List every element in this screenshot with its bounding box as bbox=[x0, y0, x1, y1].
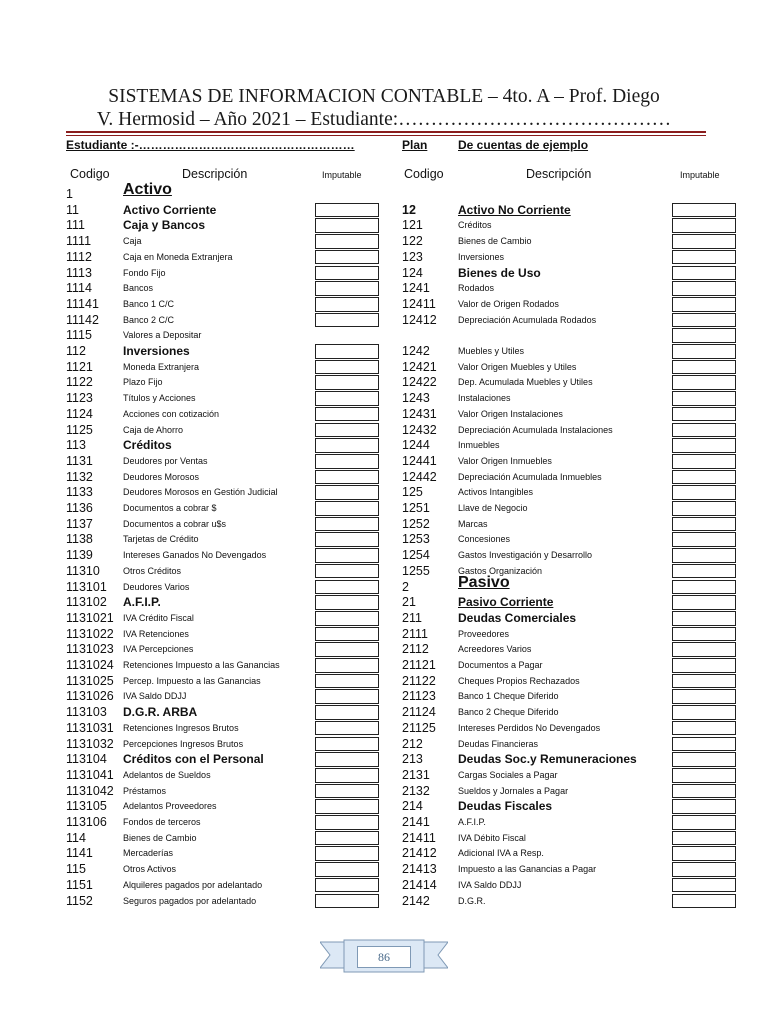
right-account-description: Marcas bbox=[458, 518, 488, 529]
right-imputable-box[interactable] bbox=[672, 689, 736, 704]
right-account-code: 125 bbox=[402, 485, 423, 500]
right-account-code: 1251 bbox=[402, 501, 430, 515]
right-imputable-box[interactable] bbox=[672, 360, 736, 375]
right-imputable-box[interactable] bbox=[672, 328, 736, 343]
right-account-description: Banco 2 Cheque Diferido bbox=[458, 707, 559, 718]
right-account-code: 2111 bbox=[402, 626, 428, 641]
right-imputable-box[interactable] bbox=[672, 737, 736, 752]
right-account-description: Valor Origen Instalaciones bbox=[458, 408, 563, 419]
left-account-code: 11142 bbox=[66, 312, 99, 327]
left-imputable-box[interactable] bbox=[315, 642, 379, 657]
right-imputable-box[interactable] bbox=[672, 721, 736, 736]
right-account-description: Valor Origen Muebles y Utiles bbox=[458, 361, 577, 372]
left-account-description: Bienes de Cambio bbox=[123, 832, 197, 843]
right-account-description: Bienes de Uso bbox=[458, 265, 541, 280]
right-account-description: Intereses Perdidos No Devengados bbox=[458, 722, 601, 733]
left-imputable-box[interactable] bbox=[315, 423, 379, 438]
right-account-code: 1252 bbox=[402, 516, 430, 531]
left-account-description: Bancos bbox=[123, 283, 154, 294]
right-imputable-box[interactable] bbox=[672, 517, 736, 532]
left-account-code: 114 bbox=[66, 830, 86, 845]
left-imputable-box[interactable] bbox=[315, 658, 379, 673]
left-account-description: Deudores por Ventas bbox=[123, 455, 208, 466]
right-account-code: 122 bbox=[402, 234, 423, 249]
right-account-description: Depreciación Acumulada Rodados bbox=[458, 314, 597, 325]
left-imputable-box[interactable] bbox=[315, 894, 379, 909]
left-account-description: Fondo Fijo bbox=[123, 267, 166, 278]
right-account-code: 21124 bbox=[402, 705, 436, 720]
left-account-code: 1131024 bbox=[66, 658, 114, 672]
left-account-description: D.G.R. ARBA bbox=[123, 705, 198, 720]
left-imputable-box[interactable] bbox=[315, 548, 379, 563]
right-account-code: 2132 bbox=[402, 783, 430, 798]
right-imputable-box[interactable] bbox=[672, 752, 736, 767]
left-account-code: 1113 bbox=[66, 265, 92, 280]
right-account-code: 121 bbox=[402, 218, 423, 233]
left-account-description: Acciones con cotización bbox=[123, 408, 220, 419]
left-account-code: 1122 bbox=[66, 375, 93, 390]
right-imputable-box[interactable] bbox=[672, 627, 736, 642]
left-account-description: Caja en Moneda Extranjera bbox=[123, 251, 233, 262]
right-account-description: Gastos Organización bbox=[458, 565, 543, 576]
right-imputable-box[interactable] bbox=[672, 454, 736, 469]
right-imputable-box[interactable] bbox=[672, 313, 736, 328]
right-imputable-box[interactable] bbox=[672, 642, 736, 657]
left-account-code: 1121 bbox=[66, 359, 93, 374]
right-account-description: Pasivo Corriente bbox=[458, 595, 554, 610]
left-account-code: 1 bbox=[66, 187, 73, 201]
right-account-code: 21412 bbox=[402, 846, 437, 861]
left-imputable-box[interactable] bbox=[315, 564, 379, 579]
right-account-code: 12411 bbox=[402, 296, 436, 311]
right-account-code: 21125 bbox=[402, 720, 436, 735]
left-imputable-box[interactable] bbox=[315, 360, 379, 375]
right-imputable-box[interactable] bbox=[672, 768, 736, 783]
left-imputable-box[interactable] bbox=[315, 595, 379, 610]
right-account-code: 12422 bbox=[402, 375, 437, 390]
left-account-code: 113106 bbox=[66, 815, 107, 829]
left-imputable-box[interactable] bbox=[315, 313, 379, 328]
left-imputable-box[interactable] bbox=[315, 878, 379, 893]
right-account-code: 21122 bbox=[402, 673, 436, 688]
left-imputable-box[interactable] bbox=[315, 218, 379, 233]
right-account-description: Banco 1 Cheque Diferido bbox=[458, 691, 559, 702]
left-account-description: IVA Retenciones bbox=[123, 628, 189, 639]
left-imputable-box[interactable] bbox=[315, 689, 379, 704]
right-account-description: Gastos Investigación y Desarrollo bbox=[458, 550, 593, 561]
left-account-code: 1115 bbox=[66, 328, 92, 343]
left-account-code: 1124 bbox=[66, 406, 93, 421]
left-account-description: Adelantos Proveedores bbox=[123, 801, 217, 812]
right-imputable-box[interactable] bbox=[672, 815, 736, 830]
left-account-description: Fondos de terceros bbox=[123, 817, 201, 827]
left-imputable-box[interactable] bbox=[315, 799, 379, 814]
left-imputable-box[interactable] bbox=[315, 297, 379, 312]
right-account-description: Deudas Comerciales bbox=[458, 610, 577, 625]
left-imputable-box[interactable] bbox=[315, 721, 379, 736]
right-imputable-box[interactable] bbox=[672, 485, 736, 500]
right-account-description: D.G.R. bbox=[458, 895, 486, 906]
right-account-description: Sueldos y Jornales a Pagar bbox=[458, 785, 569, 796]
left-imputable-box[interactable] bbox=[315, 580, 379, 595]
left-account-code: 113104 bbox=[66, 752, 107, 767]
right-account-description: Deudas Fiscales bbox=[458, 799, 553, 814]
left-imputable-box[interactable] bbox=[315, 517, 379, 532]
left-account-description: Activo bbox=[123, 181, 172, 198]
left-account-code: 1112 bbox=[66, 249, 92, 264]
left-imputable-box[interactable] bbox=[315, 784, 379, 799]
left-account-code: 11 bbox=[66, 202, 79, 217]
right-imputable-box[interactable] bbox=[672, 674, 736, 689]
right-account-description: Impuesto a las Ganancias a Pagar bbox=[458, 864, 597, 875]
right-account-code: 2 bbox=[402, 579, 409, 594]
right-account-code: 1254 bbox=[402, 548, 430, 563]
left-account-description: Documentos a cobrar $ bbox=[123, 503, 217, 513]
right-imputable-box[interactable] bbox=[672, 218, 736, 233]
right-imputable-box[interactable] bbox=[672, 344, 736, 359]
right-account-code: 1241 bbox=[402, 281, 430, 296]
right-account-description: Instalaciones bbox=[458, 393, 511, 404]
left-account-code: 1123 bbox=[66, 391, 93, 406]
left-account-code: 113101 bbox=[66, 579, 107, 594]
right-imputable-box[interactable] bbox=[672, 203, 736, 218]
left-account-description: Intereses Ganados No Devengados bbox=[123, 550, 267, 561]
right-account-code: 2131 bbox=[402, 767, 430, 782]
left-account-code: 1138 bbox=[66, 532, 93, 547]
right-account-code: 21414 bbox=[402, 877, 437, 892]
left-imputable-box[interactable] bbox=[315, 485, 379, 500]
right-account-code: 12441 bbox=[402, 453, 437, 468]
right-account-code: 1242 bbox=[402, 344, 430, 358]
page-number: 86 bbox=[357, 946, 411, 968]
right-account-code: 21411 bbox=[402, 830, 436, 845]
right-account-code: 12 bbox=[402, 202, 416, 217]
right-account-description: IVA Débito Fiscal bbox=[458, 832, 526, 843]
left-account-code: 1132 bbox=[66, 469, 93, 484]
right-imputable-box[interactable] bbox=[672, 250, 736, 265]
right-account-description: Pasivo bbox=[458, 573, 510, 591]
left-imputable-box[interactable] bbox=[315, 391, 379, 406]
right-account-description: Bienes de Cambio bbox=[458, 236, 532, 247]
left-account-description: Créditos bbox=[123, 438, 172, 453]
left-account-description: Moneda Extranjera bbox=[123, 361, 200, 372]
right-account-description: Depreciación Acumulada Inmuebles bbox=[458, 471, 602, 482]
right-account-description: Cargas Sociales a Pagar bbox=[458, 769, 558, 780]
left-account-code: 1133 bbox=[66, 485, 93, 500]
left-account-code: 1125 bbox=[66, 422, 93, 437]
left-account-description: IVA Percepciones bbox=[123, 644, 194, 655]
left-imputable-box[interactable] bbox=[315, 737, 379, 752]
right-account-code: 12412 bbox=[402, 312, 437, 327]
right-imputable-box[interactable] bbox=[672, 784, 736, 799]
right-imputable-box[interactable] bbox=[672, 878, 736, 893]
left-account-description: Deudores Varios bbox=[123, 581, 190, 592]
left-account-code: 1139 bbox=[66, 548, 93, 563]
right-account-description: Acreedores Varios bbox=[458, 644, 532, 655]
left-account-code: 1131026 bbox=[66, 689, 114, 704]
header-rule-thin bbox=[66, 135, 706, 136]
left-account-code: 1131025 bbox=[66, 673, 114, 688]
left-account-code: 1131021 bbox=[66, 610, 114, 625]
left-account-description: Mercaderías bbox=[123, 848, 174, 859]
left-account-code: 1131022 bbox=[66, 626, 114, 641]
left-imputable-box[interactable] bbox=[315, 831, 379, 846]
right-account-description: Valor de Origen Rodados bbox=[458, 298, 559, 309]
left-code-header: Codigo bbox=[70, 167, 110, 181]
right-account-description: Valor Origen Inmuebles bbox=[458, 455, 552, 466]
right-imputable-box[interactable] bbox=[672, 266, 736, 281]
right-imputable-box[interactable] bbox=[672, 423, 736, 438]
right-account-description: Activos Intangibles bbox=[458, 487, 534, 498]
left-imputable-header: Imputable bbox=[322, 170, 362, 180]
student-label: Estudiante :-……………………………………………… bbox=[66, 138, 355, 152]
left-account-code: 113103 bbox=[66, 705, 107, 720]
right-account-code: 21 bbox=[402, 595, 416, 610]
right-imputable-box[interactable] bbox=[672, 658, 736, 673]
right-account-description: Activo No Corriente bbox=[458, 202, 571, 217]
right-imputable-box[interactable] bbox=[672, 532, 736, 547]
right-account-description: Cheques Propios Rechazados bbox=[458, 675, 580, 686]
left-account-code: 113 bbox=[66, 438, 86, 453]
right-account-code: 212 bbox=[402, 736, 423, 751]
left-account-code: 113105 bbox=[66, 799, 107, 814]
right-imputable-header: Imputable bbox=[680, 170, 720, 180]
left-imputable-box[interactable] bbox=[315, 375, 379, 390]
left-account-code: 1131032 bbox=[66, 736, 114, 751]
left-account-code: 112 bbox=[66, 344, 86, 358]
left-account-code: 111 bbox=[66, 218, 86, 233]
right-account-code: 12442 bbox=[402, 469, 437, 484]
left-account-description: Adelantos de Sueldos bbox=[123, 769, 211, 780]
left-account-code: 11141 bbox=[66, 296, 99, 311]
right-account-code: 1243 bbox=[402, 391, 430, 406]
right-account-description: Dep. Acumulada Muebles y Utiles bbox=[458, 377, 593, 388]
right-account-description: Inversiones bbox=[458, 251, 505, 262]
left-account-description: Títulos y Acciones bbox=[123, 393, 196, 404]
right-imputable-box[interactable] bbox=[672, 611, 736, 626]
left-account-description: IVA Saldo DDJJ bbox=[123, 691, 187, 702]
left-account-code: 1111 bbox=[66, 234, 92, 249]
left-imputable-box[interactable] bbox=[315, 752, 379, 767]
right-account-code: 12421 bbox=[402, 359, 437, 374]
left-account-description: Caja bbox=[123, 236, 142, 247]
left-account-description: Tarjetas de Crédito bbox=[123, 534, 199, 545]
right-account-code: 2141 bbox=[402, 815, 430, 829]
right-account-description: Créditos bbox=[458, 220, 492, 231]
left-account-description: Banco 1 C/C bbox=[123, 298, 175, 309]
right-code-header: Codigo bbox=[404, 167, 444, 181]
left-account-description: Créditos con el Personal bbox=[123, 752, 264, 767]
left-account-code: 1131041 bbox=[66, 767, 114, 782]
left-account-description: Caja y Bancos bbox=[123, 218, 206, 233]
right-account-description: Muebles y Utiles bbox=[458, 346, 525, 356]
right-imputable-box[interactable] bbox=[672, 862, 736, 877]
document-title-line-1: SISTEMAS DE INFORMACION CONTABLE – 4to. A – Prof. Diego bbox=[108, 86, 660, 107]
right-imputable-box[interactable] bbox=[672, 705, 736, 720]
right-account-code: 21123 bbox=[402, 689, 436, 704]
left-account-description: A.F.I.P. bbox=[123, 595, 161, 610]
left-account-description: Plazo Fijo bbox=[123, 377, 163, 388]
left-account-description: Retenciones Impuesto a las Ganancias bbox=[123, 660, 280, 670]
right-account-code: 2112 bbox=[402, 642, 429, 657]
left-imputable-box[interactable] bbox=[315, 815, 379, 830]
plan-label: Plan bbox=[402, 138, 428, 152]
left-account-description: Otros Activos bbox=[123, 864, 177, 875]
left-account-code: 1131042 bbox=[66, 783, 114, 798]
left-imputable-box[interactable] bbox=[315, 846, 379, 861]
left-account-description: Otros Créditos bbox=[123, 565, 182, 576]
right-account-code: 21413 bbox=[402, 862, 437, 877]
left-imputable-box[interactable] bbox=[315, 281, 379, 296]
right-account-description: Llave de Negocio bbox=[458, 503, 528, 513]
left-account-description: Percep. Impuesto a las Ganancias bbox=[123, 675, 261, 686]
right-account-description: Concesiones bbox=[458, 534, 511, 545]
left-imputable-box[interactable] bbox=[315, 674, 379, 689]
left-account-code: 1151 bbox=[66, 877, 93, 892]
left-imputable-box[interactable] bbox=[315, 407, 379, 422]
right-imputable-box[interactable] bbox=[672, 407, 736, 422]
left-account-description: Retenciones Ingresos Brutos bbox=[123, 722, 239, 733]
right-account-code: 12431 bbox=[402, 406, 437, 421]
left-account-code: 113102 bbox=[66, 595, 107, 610]
right-imputable-box[interactable] bbox=[672, 580, 736, 595]
left-imputable-box[interactable] bbox=[315, 862, 379, 877]
left-imputable-box[interactable] bbox=[315, 532, 379, 547]
right-account-code: 1244 bbox=[402, 438, 430, 453]
right-imputable-box[interactable] bbox=[672, 548, 736, 563]
right-imputable-box[interactable] bbox=[672, 391, 736, 406]
left-imputable-box[interactable] bbox=[315, 627, 379, 642]
right-imputable-box[interactable] bbox=[672, 799, 736, 814]
left-account-code: 1114 bbox=[66, 281, 92, 296]
left-account-code: 1152 bbox=[66, 893, 93, 908]
left-account-description: Valores a Depositar bbox=[123, 330, 202, 341]
right-imputable-box[interactable] bbox=[672, 470, 736, 485]
left-imputable-box[interactable] bbox=[315, 768, 379, 783]
right-imputable-box[interactable] bbox=[672, 297, 736, 312]
right-account-description: Deudas Soc.y Remuneraciones bbox=[458, 752, 637, 767]
right-imputable-box[interactable] bbox=[672, 595, 736, 610]
left-account-code: 11310 bbox=[66, 563, 100, 578]
right-account-code: 1255 bbox=[402, 563, 430, 578]
left-account-code: 1141 bbox=[66, 846, 93, 861]
right-imputable-box[interactable] bbox=[672, 438, 736, 453]
right-account-description: Proveedores bbox=[458, 628, 510, 639]
left-account-code: 1131031 bbox=[66, 720, 114, 735]
left-description-header: Descripción bbox=[182, 167, 248, 181]
right-account-description: Depreciación Acumulada Instalaciones bbox=[458, 424, 613, 435]
right-account-code: 123 bbox=[402, 249, 423, 264]
right-imputable-box[interactable] bbox=[672, 846, 736, 861]
right-account-description: Deudas Financieras bbox=[458, 738, 539, 749]
left-imputable-box[interactable] bbox=[315, 705, 379, 720]
right-account-description: Adicional IVA a Resp. bbox=[458, 848, 544, 859]
right-account-description: Inmuebles bbox=[458, 440, 500, 451]
left-account-description: Deudores Morosos bbox=[123, 471, 200, 482]
header-rule-thick bbox=[66, 131, 706, 133]
left-account-code: 1131023 bbox=[66, 642, 114, 657]
left-imputable-box[interactable] bbox=[315, 266, 379, 281]
right-account-description: Documentos a Pagar bbox=[458, 660, 543, 670]
plan-subtitle: De cuentas de ejemplo bbox=[458, 138, 589, 152]
right-imputable-box[interactable] bbox=[672, 501, 736, 516]
document-title-line-2: V. Hermosid – Año 2021 – Estudiante:…………………………………… bbox=[96, 109, 672, 130]
left-imputable-box[interactable] bbox=[315, 344, 379, 359]
right-account-description: Rodados bbox=[458, 283, 495, 294]
left-imputable-box[interactable] bbox=[315, 454, 379, 469]
left-imputable-box[interactable] bbox=[315, 438, 379, 453]
left-imputable-box[interactable] bbox=[315, 611, 379, 626]
left-account-description: IVA Crédito Fiscal bbox=[123, 612, 194, 623]
right-account-code: 214 bbox=[402, 799, 423, 814]
right-account-code: 124 bbox=[402, 265, 423, 280]
right-account-description: A.F.I.P. bbox=[458, 817, 486, 827]
right-imputable-box[interactable] bbox=[672, 375, 736, 390]
left-account-code: 1136 bbox=[66, 501, 93, 515]
left-account-description: Préstamos bbox=[123, 785, 167, 796]
right-account-code: 213 bbox=[402, 752, 423, 767]
left-account-description: Alquileres pagados por adelantado bbox=[123, 879, 263, 890]
right-account-code: 1253 bbox=[402, 532, 430, 547]
left-account-code: 1137 bbox=[66, 516, 93, 531]
left-imputable-box[interactable] bbox=[315, 234, 379, 249]
left-account-description: Inversiones bbox=[123, 344, 190, 358]
right-imputable-box[interactable] bbox=[672, 281, 736, 296]
left-account-description: Deudores Morosos en Gestión Judicial bbox=[123, 487, 278, 498]
left-imputable-box[interactable] bbox=[315, 203, 379, 218]
left-account-description: Banco 2 C/C bbox=[123, 314, 175, 325]
right-imputable-box[interactable] bbox=[672, 564, 736, 579]
right-account-description: IVA Saldo DDJJ bbox=[458, 879, 522, 890]
left-account-description: Activo Corriente bbox=[123, 202, 217, 217]
right-description-header: Descripción bbox=[526, 167, 592, 181]
left-account-description: Caja de Ahorro bbox=[123, 424, 184, 435]
right-account-code: 12432 bbox=[402, 422, 437, 437]
left-imputable-box[interactable] bbox=[315, 250, 379, 265]
left-account-description: Percepciones Ingresos Brutos bbox=[123, 738, 244, 749]
right-account-code: 21121 bbox=[402, 658, 436, 672]
left-account-description: Documentos a cobrar u$s bbox=[123, 518, 227, 529]
left-account-code: 1131 bbox=[66, 453, 93, 468]
left-imputable-box[interactable] bbox=[315, 501, 379, 516]
right-imputable-box[interactable] bbox=[672, 831, 736, 846]
left-account-code: 115 bbox=[66, 862, 86, 877]
left-account-description: Seguros pagados por adelantado bbox=[123, 895, 257, 906]
right-imputable-box[interactable] bbox=[672, 234, 736, 249]
right-imputable-box[interactable] bbox=[672, 894, 736, 909]
right-account-code: 211 bbox=[402, 610, 422, 625]
left-imputable-box[interactable] bbox=[315, 470, 379, 485]
right-account-code: 2142 bbox=[402, 893, 430, 908]
